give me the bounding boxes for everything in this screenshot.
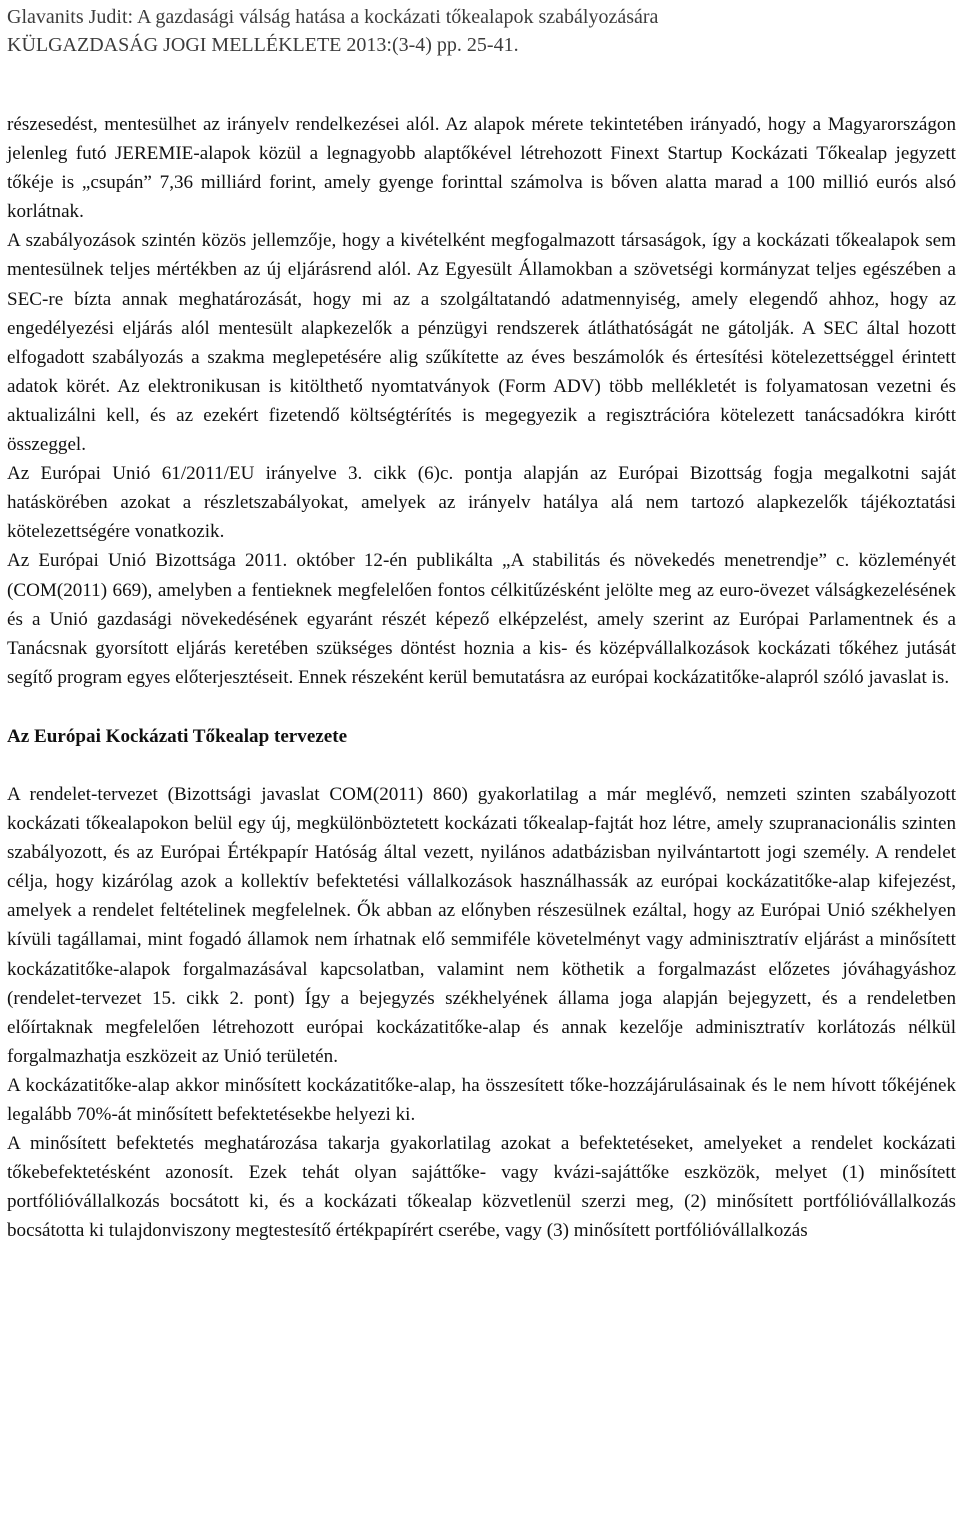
paragraph: Az Európai Unió 61/2011/EU irányelve 3. cikk (6)c. pontja alapján az Európai Bizottság fogja megalkotni saját hatáskörében azokat a részletszabályokat, amelyek az irányelv hatálya alá nem tartozó alapkezelők tájékoztatási kötelezettségére vonatkozik. (7, 463, 956, 543)
paragraph: Az Európai Unió Bizottsága 2011. október 12-én publikálta „A stabilitás és növekedés menetrendje” c. közleményét (COM(2011) 669), amelyben a fentieknek megfelelően fontos célkitűzésként jelölte meg az euro-övezet válságkezelésének és a Unió gazdasági növekedésének egyaránt részét képező elképzelést, amely szerint az Európai Parlamentnek és a Tanácsnak gyorsított eljárás keretében szükséges döntést hoznia a kis- és középvállalkozások kockázati tőkéhez jutását segítő program egyes előterjesztéseit. Ennek részeként kerül bemutatásra az európai kockázatitőke-alapról szóló javaslat is. (7, 550, 956, 688)
running-header (7, 0, 956, 59)
paragraph: részesedést, mentesülhet az irányelv rendelkezései alól. Az alapok mérete tekintetében irányadó, hogy a Magyarországon jelenleg futó JEREMIE-alapok közül a legnagyobb alaptőkével létrehozott Finext Startup Kockázati Tőkealap jegyzett tőkéje is „csupán” 7,36 milliárd forint, amely gyenge forinttal számolva is bőven alatta marad a 100 millió eurós alsó korlátnak. (7, 114, 956, 223)
paragraph: A minősített befektetés meghatározása takarja gyakorlatilag azokat a befektetéseket, amelyeket a rendelet kockázati tőkebefektetésként azonosít. Ezek tehát olyan sajáttőke- vagy kvázi-sajáttőke eszközök, melyet (1) minősített portfólióvállalkozás bocsátott ki, és a kockázati tőkealap közvetlenül szerzi meg, (2) minősített portfólióvállalkozás bocsátotta ki tulajdonviszony megtestesítő értékpapírért cserébe, vagy (3) minősített portfólióvállalkozás (7, 1133, 956, 1242)
header-citation-line: Glavanits Judit: A gazdasági válság hatása a kockázati tőkealapok szabályozására (7, 6, 659, 28)
paragraph: A szabályozások szintén közös jellemzője, hogy a kivételként megfogalmazott társaságok, így a kockázati tőkealapok sem mentesülnek teljes mértékben az új eljárásrend alól. Az Egyesült Államokban a szövetségi kormányzat teljes egészében a SEC-re bízta annak meghatározását, hogy mi az a szolgáltatandó adatmennyiség, amely elegendő ahhoz, hogy az engedélyezési eljárás alól mentesült alapkezelők a pénzügyi rendszerek átláthatóságát ne gátolják. A SEC által hozott elfogadott szabályozás a szakma meglepetésére alig szűkítette az éves beszámolók és értesítési kötelezettséggel érintett adatok körét. Az elektronikusan is kitölthető nyomtatványok (Form ADV) több mellékletét is folyamatosan vezetni és aktualizálni kell, és az ezekért fizetendő költségtérítés is megegyezik a regisztrációra kötelezett tanácsadókra kirótt összeggel. (7, 230, 956, 456)
document-page (7, 0, 956, 1245)
paragraph: A kockázatitőke-alap akkor minősített kockázatitőke-alap, ha összesített tőke-hozzájárulásainak és le nem hívott tőkéjének legalább 70%-át minősített befektetésekbe helyezi ki. (7, 1074, 956, 1125)
paragraph: A rendelet-tervezet (Bizottsági javaslat COM(2011) 860) gyakorlatilag a már meglévő, nemzeti szinten szabályozott kockázati tőkealapokon belül egy új, megkülönböztetett kockázati tőkealap-fajtát hoz létre, amely szupranacionális szinten szabályozott, és az Európai Értékpapír Hatóság által vezett, nyilános adatbázisban nyilvántartott jogi személy. A rendelet célja, hogy kizárólag azok a kollektív befektetési vállalkozások használhassák az európai kockázatitőke-alap kifejezést, amelyek a rendelet feltételinek megfelelnek. Ők abban az előnyben részesülnek ezáltal, hogy az Európai Unió székhelyen kívüli tagállamai, mint fogadó államok nem írhatnak elő semmiféle követelményt vagy adminisztratív eljárást a minősített kockázatitőke-alapok forgalmazásával kapcsolatban, valamint nem köthetik a forgalmazást előzetes jóváhagyáshoz (rendelet-tervezet 15. cikk 2. pont) Így a bejegyzés székhelyének állama joga alapján bejegyzett, és a rendeletben előírtaknak megfelelően létrehozott európai kockázatitőke-alap és annak kezelője adminisztratív korlátozás nélkül forgalmazhatja eszközeit az Unió területén. (7, 783, 956, 1067)
section-heading: Az Európai Kockázati Tőkealap tervezete (7, 725, 348, 747)
body-text (7, 110, 956, 1245)
header-journal-line: KÜLGAZDASÁG JOGI MELLÉKLETE 2013:(3-4) pp. 25-41. (7, 34, 519, 56)
